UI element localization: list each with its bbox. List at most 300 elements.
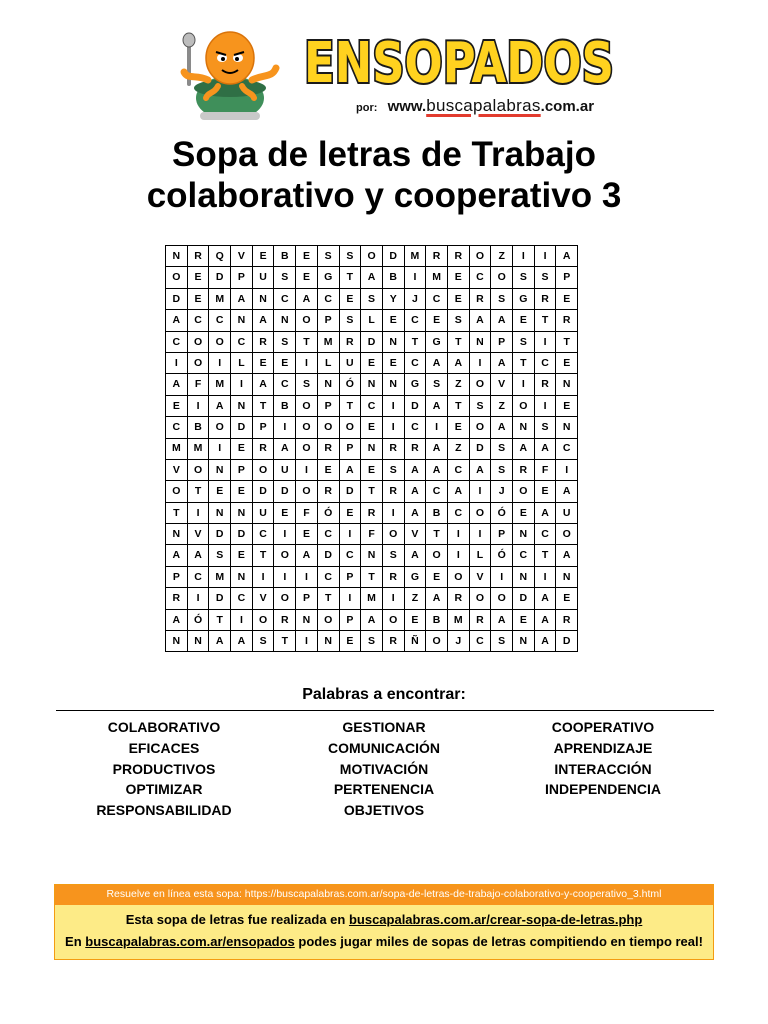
grid-cell: U xyxy=(339,352,361,373)
grid-cell: E xyxy=(556,588,578,609)
grid-cell: I xyxy=(274,524,296,545)
grid-cell: Q xyxy=(209,246,231,267)
grid-cell: A xyxy=(491,609,513,630)
grid-cell: E xyxy=(513,502,535,523)
grid-cell: R xyxy=(534,374,556,395)
grid-cell: R xyxy=(556,609,578,630)
grid-cell: R xyxy=(382,631,404,652)
grid-cell: R xyxy=(317,481,339,502)
grid-row xyxy=(166,524,578,545)
grid-cell: Y xyxy=(382,288,404,309)
grid-cell: S xyxy=(339,246,361,267)
grid-cell: F xyxy=(361,524,383,545)
word-item: OBJETIVOS xyxy=(343,802,425,819)
grid-row xyxy=(166,438,578,459)
grid-cell: N xyxy=(252,288,274,309)
grid-cell: J xyxy=(404,288,426,309)
grid-cell: T xyxy=(252,545,274,566)
grid-cell: P xyxy=(556,267,578,288)
grid-cell: O xyxy=(382,609,404,630)
grid-cell: R xyxy=(513,459,535,480)
grid-cell: I xyxy=(187,395,209,416)
grid-cell: E xyxy=(447,267,469,288)
grid-cell: O xyxy=(274,588,296,609)
grid-cell: P xyxy=(491,331,513,352)
grid-cell: P xyxy=(252,417,274,438)
grid-cell: E xyxy=(556,288,578,309)
grid-cell: E xyxy=(252,246,274,267)
grid-cell: S xyxy=(426,374,448,395)
grid-cell: C xyxy=(447,502,469,523)
grid-cell: O xyxy=(166,481,188,502)
grid-cell: S xyxy=(274,267,296,288)
grid-cell: B xyxy=(274,246,296,267)
grid-cell: O xyxy=(447,566,469,587)
grid-cell: Ó xyxy=(317,502,339,523)
grid-cell: O xyxy=(296,395,318,416)
grid-cell: A xyxy=(556,545,578,566)
grid-cell: T xyxy=(317,588,339,609)
ensopados-logo xyxy=(300,28,618,96)
grid-cell: S xyxy=(361,288,383,309)
grid-cell: N xyxy=(361,545,383,566)
grid-cell: E xyxy=(513,310,535,331)
grid-cell: E xyxy=(426,310,448,331)
grid-cell: C xyxy=(187,310,209,331)
grid-cell: D xyxy=(209,267,231,288)
grid-cell: O xyxy=(491,267,513,288)
grid-cell: I xyxy=(534,331,556,352)
grid-cell: G xyxy=(513,288,535,309)
grid-cell: A xyxy=(513,438,535,459)
grid-cell: A xyxy=(166,310,188,331)
grid-cell: A xyxy=(339,459,361,480)
grid-cell: M xyxy=(209,566,231,587)
grid-cell: A xyxy=(426,438,448,459)
word-list-column-2 xyxy=(274,717,494,821)
grid-cell: I xyxy=(187,502,209,523)
grid-cell: I xyxy=(447,545,469,566)
grid-cell: E xyxy=(339,631,361,652)
footer-line-2: En buscapalabras.com.ar/ensopados podes jugar miles de sopas de letras compitiendo en tiempo real! xyxy=(65,934,703,949)
grid-cell: A xyxy=(404,481,426,502)
grid-cell: V xyxy=(491,374,513,395)
grid-cell: I xyxy=(339,524,361,545)
grid-cell: O xyxy=(317,417,339,438)
grid-cell: S xyxy=(469,395,491,416)
grid-cell: P xyxy=(296,588,318,609)
grid-cell: I xyxy=(187,588,209,609)
grid-cell: C xyxy=(274,374,296,395)
grid-cell: D xyxy=(404,395,426,416)
grid-cell: C xyxy=(469,631,491,652)
grid-cell: N xyxy=(513,566,535,587)
grid-cell: N xyxy=(296,609,318,630)
grid-cell: S xyxy=(491,459,513,480)
grid-cell: A xyxy=(252,374,274,395)
grid-cell: Z xyxy=(491,395,513,416)
grid-cell: I xyxy=(296,352,318,373)
grid-cell: E xyxy=(404,609,426,630)
grid-cell: O xyxy=(296,438,318,459)
grid-cell: E xyxy=(231,438,253,459)
grid-cell: P xyxy=(491,524,513,545)
grid-cell: A xyxy=(231,631,253,652)
grid-cell: M xyxy=(404,246,426,267)
grid-cell: I xyxy=(513,374,535,395)
grid-row xyxy=(166,331,578,352)
grid-row xyxy=(166,267,578,288)
grid-cell: E xyxy=(361,459,383,480)
grid-cell: E xyxy=(166,395,188,416)
grid-cell: R xyxy=(339,331,361,352)
grid-cell: I xyxy=(513,246,535,267)
word-item: MOTIVACIÓN xyxy=(339,760,429,777)
grid-cell: A xyxy=(491,417,513,438)
grid-cell: R xyxy=(166,588,188,609)
grid-cell: A xyxy=(426,588,448,609)
grid-cell: S xyxy=(491,631,513,652)
word-item: EFICACES xyxy=(128,739,200,756)
grid-cell: O xyxy=(513,481,535,502)
grid-cell: A xyxy=(166,374,188,395)
grid-cell: S xyxy=(296,374,318,395)
grid-cell: T xyxy=(447,331,469,352)
grid-cell: C xyxy=(534,524,556,545)
grid-cell: N xyxy=(166,631,188,652)
grid-cell: R xyxy=(382,566,404,587)
grid-cell: P xyxy=(231,459,253,480)
grid-cell: N xyxy=(231,395,253,416)
grid-cell: O xyxy=(317,609,339,630)
grid-cell: N xyxy=(317,374,339,395)
word-item: COMUNICACIÓN xyxy=(328,739,440,756)
grid-cell: Ó xyxy=(491,502,513,523)
grid-cell: A xyxy=(534,609,556,630)
grid-cell: O xyxy=(252,609,274,630)
grid-cell: N xyxy=(231,310,253,331)
grid-cell: E xyxy=(556,352,578,373)
grid-cell: C xyxy=(252,524,274,545)
grid-cell: M xyxy=(209,374,231,395)
grid-cell: S xyxy=(252,631,274,652)
grid-cell: F xyxy=(187,374,209,395)
grid-cell: I xyxy=(252,566,274,587)
grid-cell: N xyxy=(513,417,535,438)
grid-cell: M xyxy=(187,438,209,459)
divider xyxy=(56,710,714,711)
grid-cell: E xyxy=(513,609,535,630)
grid-cell: S xyxy=(534,267,556,288)
grid-cell: U xyxy=(274,459,296,480)
grid-cell: I xyxy=(447,524,469,545)
grid-cell: R xyxy=(252,331,274,352)
grid-cell: N xyxy=(556,417,578,438)
grid-cell: C xyxy=(187,566,209,587)
online-solve-link[interactable]: Resuelve en línea esta sopa: https://buscapalabras.com.ar/sopa-de-letras-de-trabajo-colaborativo-y-cooperativo_3.html xyxy=(55,885,713,905)
grid-cell: S xyxy=(491,438,513,459)
grid-cell: N xyxy=(166,246,188,267)
grid-cell: I xyxy=(556,459,578,480)
grid-row xyxy=(166,566,578,587)
grid-cell: P xyxy=(339,609,361,630)
grid-cell: A xyxy=(491,352,513,373)
svg-text:ENSOPADOS: ENSOPADOS xyxy=(304,31,614,96)
grid-row xyxy=(166,246,578,267)
word-item: INDEPENDENCIA xyxy=(545,781,661,798)
grid-cell: V xyxy=(166,459,188,480)
grid-cell: P xyxy=(166,566,188,587)
grid-cell: O xyxy=(426,545,448,566)
grid-cell: A xyxy=(426,395,448,416)
grid-cell: O xyxy=(469,246,491,267)
grid-cell: E xyxy=(447,417,469,438)
grid-cell: C xyxy=(339,545,361,566)
grid-cell: O xyxy=(187,459,209,480)
grid-cell: D xyxy=(231,417,253,438)
grid-cell: N xyxy=(361,374,383,395)
grid-cell: C xyxy=(317,288,339,309)
grid-cell: N xyxy=(556,374,578,395)
grid-cell: O xyxy=(274,545,296,566)
grid-cell: B xyxy=(382,267,404,288)
grid-cell: T xyxy=(187,481,209,502)
grid-cell: N xyxy=(469,331,491,352)
grid-cell: O xyxy=(187,352,209,373)
grid-cell: M xyxy=(317,331,339,352)
grid-cell: T xyxy=(404,331,426,352)
grid-cell: I xyxy=(209,352,231,373)
grid-cell: N xyxy=(513,631,535,652)
grid-cell: I xyxy=(469,481,491,502)
grid-cell: C xyxy=(404,417,426,438)
grid-cell: B xyxy=(187,417,209,438)
grid-cell: E xyxy=(339,288,361,309)
grid-cell: I xyxy=(534,566,556,587)
grid-cell: Z xyxy=(447,438,469,459)
grid-cell: G xyxy=(317,267,339,288)
grid-cell: E xyxy=(534,481,556,502)
grid-cell: T xyxy=(534,310,556,331)
word-item: PRODUCTIVOS xyxy=(112,760,216,777)
site-byline xyxy=(356,96,594,116)
grid-cell: E xyxy=(274,502,296,523)
grid-row xyxy=(166,545,578,566)
create-puzzle-link[interactable]: buscapalabras.com.ar/crear-sopa-de-letras.php xyxy=(348,912,643,927)
grid-cell: S xyxy=(447,310,469,331)
grid-cell: O xyxy=(513,395,535,416)
grid-cell: I xyxy=(274,566,296,587)
grid-cell: R xyxy=(426,246,448,267)
grid-cell: L xyxy=(469,545,491,566)
word-list-column-3 xyxy=(493,717,713,800)
grid-cell: A xyxy=(404,502,426,523)
grid-cell: V xyxy=(231,246,253,267)
grid-cell: O xyxy=(469,417,491,438)
grid-cell: D xyxy=(361,331,383,352)
grid-cell: I xyxy=(426,417,448,438)
grid-cell: V xyxy=(252,588,274,609)
page-title xyxy=(0,134,768,216)
grid-cell: I xyxy=(231,374,253,395)
grid-cell: I xyxy=(339,588,361,609)
grid-cell: O xyxy=(361,246,383,267)
grid-cell: I xyxy=(231,609,253,630)
grid-cell: D xyxy=(231,524,253,545)
grid-cell: N xyxy=(361,438,383,459)
grid-cell: T xyxy=(252,395,274,416)
grid-cell: I xyxy=(296,566,318,587)
grid-row xyxy=(166,481,578,502)
grid-cell: P xyxy=(317,310,339,331)
grid-cell: P xyxy=(231,267,253,288)
grid-cell: O xyxy=(166,267,188,288)
grid-cell: A xyxy=(166,609,188,630)
grid-cell: O xyxy=(469,374,491,395)
grid-cell: R xyxy=(274,609,296,630)
grid-cell: I xyxy=(469,352,491,373)
grid-cell: D xyxy=(209,524,231,545)
grid-cell: E xyxy=(252,352,274,373)
grid-cell: L xyxy=(317,352,339,373)
grid-cell: S xyxy=(317,246,339,267)
grid-cell: S xyxy=(209,545,231,566)
grid-cell: C xyxy=(426,288,448,309)
grid-cell: I xyxy=(166,352,188,373)
grid-cell: A xyxy=(534,438,556,459)
grid-cell: A xyxy=(426,352,448,373)
grid-cell: I xyxy=(404,267,426,288)
grid-cell: M xyxy=(426,267,448,288)
grid-cell: N xyxy=(231,502,253,523)
grid-cell: I xyxy=(382,417,404,438)
grid-cell: I xyxy=(274,417,296,438)
grid-cell: C xyxy=(166,417,188,438)
grid-cell: C xyxy=(534,352,556,373)
grid-cell: N xyxy=(166,524,188,545)
title-line-2: colaborativo y cooperativo 3 xyxy=(146,176,622,215)
grid-cell: C xyxy=(447,459,469,480)
site-url: www.buscapalabras.com.ar xyxy=(387,96,595,115)
grid-cell: E xyxy=(296,524,318,545)
grid-cell: A xyxy=(534,502,556,523)
grid-cell: O xyxy=(296,417,318,438)
grid-cell: C xyxy=(231,331,253,352)
grid-cell: A xyxy=(426,459,448,480)
grid-cell: O xyxy=(556,524,578,545)
grid-cell: I xyxy=(382,588,404,609)
grid-cell: A xyxy=(447,481,469,502)
grid-cell: A xyxy=(534,588,556,609)
grid-row xyxy=(166,609,578,630)
word-item: COLABORATIVO xyxy=(107,719,221,735)
grid-cell: O xyxy=(209,417,231,438)
grid-cell: D xyxy=(317,545,339,566)
grid-cell: A xyxy=(209,631,231,652)
word-item: INTERACCIÓN xyxy=(554,760,652,777)
grid-cell: Z xyxy=(404,588,426,609)
ensopados-link[interactable]: buscapalabras.com.ar/ensopados xyxy=(85,934,295,949)
grid-cell: A xyxy=(404,545,426,566)
by-label: por: xyxy=(356,102,378,114)
word-list-column-1 xyxy=(54,717,274,821)
grid-cell: R xyxy=(469,609,491,630)
grid-cell: S xyxy=(382,545,404,566)
grid-cell: O xyxy=(491,588,513,609)
grid-cell: P xyxy=(339,566,361,587)
grid-cell: A xyxy=(252,310,274,331)
grid-cell: N xyxy=(209,459,231,480)
grid-cell: M xyxy=(209,288,231,309)
grid-cell: E xyxy=(361,352,383,373)
word-item: PERTENENCIA xyxy=(333,781,435,798)
grid-cell: I xyxy=(209,438,231,459)
grid-cell: N xyxy=(187,631,209,652)
header xyxy=(0,0,768,130)
grid-cell: A xyxy=(404,459,426,480)
footer-box xyxy=(54,884,714,960)
grid-cell: A xyxy=(469,310,491,331)
grid-cell: T xyxy=(361,481,383,502)
grid-cell: U xyxy=(252,267,274,288)
grid-cell: P xyxy=(317,395,339,416)
grid-cell: O xyxy=(209,331,231,352)
grid-cell: S xyxy=(274,331,296,352)
grid-cell: A xyxy=(469,459,491,480)
grid-row xyxy=(166,352,578,373)
grid-cell: E xyxy=(361,417,383,438)
grid-cell: R xyxy=(556,310,578,331)
grid-cell: B xyxy=(274,395,296,416)
grid-row xyxy=(166,588,578,609)
grid-cell: E xyxy=(296,267,318,288)
grid-cell: D xyxy=(469,438,491,459)
grid-cell: S xyxy=(339,310,361,331)
title-line-1: Sopa de letras de Trabajo xyxy=(171,135,597,174)
grid-cell: N xyxy=(382,374,404,395)
grid-row xyxy=(166,459,578,480)
grid-cell: Ñ xyxy=(404,631,426,652)
grid-cell: G xyxy=(404,566,426,587)
grid-cell: T xyxy=(274,631,296,652)
grid-cell: A xyxy=(491,310,513,331)
grid-cell: R xyxy=(382,438,404,459)
grid-row xyxy=(166,631,578,652)
grid-cell: J xyxy=(447,631,469,652)
grid-cell: E xyxy=(556,395,578,416)
grid-cell: Ó xyxy=(187,609,209,630)
grid-cell: R xyxy=(534,288,556,309)
grid-cell: A xyxy=(296,545,318,566)
grid-cell: Ó xyxy=(491,545,513,566)
grid-cell: V xyxy=(469,566,491,587)
grid-cell: C xyxy=(556,438,578,459)
grid-row xyxy=(166,417,578,438)
grid-cell: A xyxy=(534,631,556,652)
grid-cell: E xyxy=(296,246,318,267)
grid-cell: O xyxy=(469,502,491,523)
grid-cell: O xyxy=(469,588,491,609)
grid-cell: N xyxy=(209,502,231,523)
grid-cell: S xyxy=(361,631,383,652)
grid-cell: J xyxy=(491,481,513,502)
grid-cell: Ó xyxy=(339,374,361,395)
grid-cell: R xyxy=(252,438,274,459)
grid-cell: I xyxy=(296,631,318,652)
grid-cell: T xyxy=(339,395,361,416)
grid-cell: C xyxy=(166,331,188,352)
grid-cell: C xyxy=(209,310,231,331)
